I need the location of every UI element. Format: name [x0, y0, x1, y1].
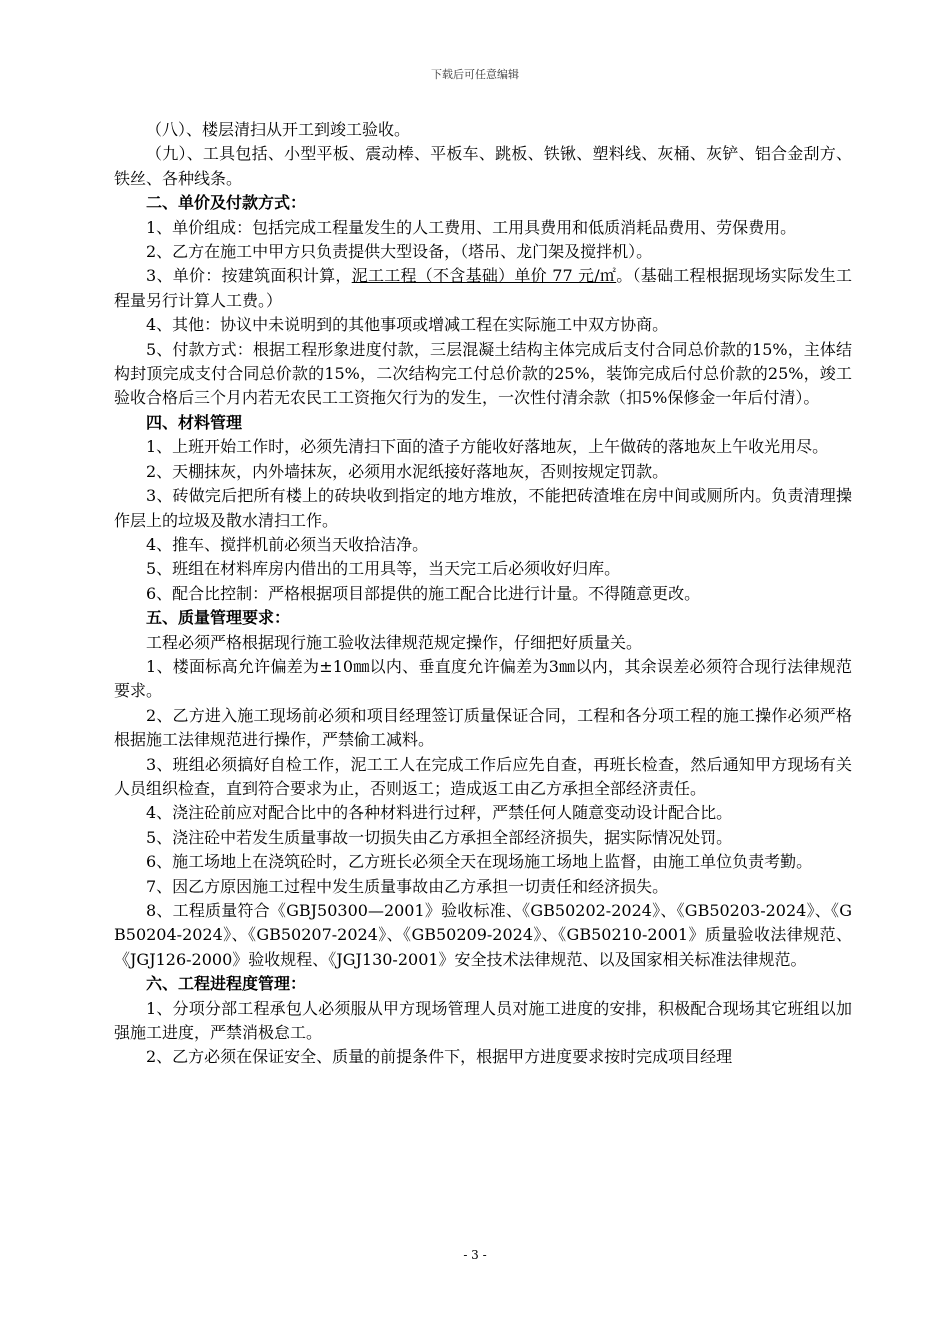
price-text-before: 3、单价：按建筑面积计算， — [146, 266, 352, 286]
paragraph: 5、班组在材料库房内借出的工用具等，当天完工后必须收好归库。 — [146, 559, 621, 579]
paragraph: 1、楼面标高允许偏差为±10㎜以内、垂直度允许偏差为3㎜以内，其余误差必须符合现行法律规范要求。 — [114, 656, 852, 701]
page-number: - 3 - — [463, 1248, 487, 1262]
paragraph: 2、乙方必须在保证安全、质量的前提条件下，根据甲方进度要求按时完成项目经理 — [146, 1047, 733, 1067]
paragraph: 7、因乙方原因施工过程中发生质量事故由乙方承担一切责任和经济损失。 — [146, 876, 669, 896]
paragraph: 8、工程质量符合《GBJ50300—2001》验收标准、《GB50202-2024》、《GB50203-2024》、《GB50204-2024》、《GB50207-2024》、《GB50209-2024》、《GB50210-2001》质量验收法律规范、《JGJ126-2000》验收规程、《JGJ130-2001》安全技术法律规范、以及国家相关标准法律规范。 — [114, 901, 852, 969]
paragraph — [114, 264, 852, 313]
paragraph: 1、单价组成：包括完成工程量发生的人工费用、工用具费用和低质消耗品费用、劳保费用。 — [146, 217, 797, 237]
paragraph: 工程必须严格根据现行施工验收法律规范规定操作，仔细把好质量关。 — [146, 632, 643, 652]
paragraph: 3、砖做完后把所有楼上的砖块收到指定的地方堆放，不能把砖渣堆在房中间或厕所内。负责清理操作层上的垃圾及散水清扫工作。 — [114, 486, 852, 530]
paragraph: 1、分项分部工程承包人必须服从甲方现场管理人员对施工进度的安排，积极配合现场其它班组以加强施工进度，严禁消极怠工。 — [114, 998, 852, 1043]
paragraph: 2、天棚抹灰，内外墙抹灰，必须用水泥纸接好落地灰，否则按规定罚款。 — [146, 461, 669, 481]
unit-price-underlined: 泥工工程（不含基础）单价 77 元/㎡ — [351, 266, 617, 286]
paragraph: （八）、楼层清扫从开工到竣工验收。 — [146, 120, 411, 139]
document-body — [114, 118, 852, 1070]
page-header: 下载后可任意编辑 — [431, 68, 519, 81]
paragraph: 2、乙方在施工中甲方只负责提供大型设备，（塔吊、龙门架及搅拌机）。 — [146, 242, 653, 262]
section-heading: 五、质量管理要求： — [146, 608, 291, 628]
paragraph: 5、付款方式：根据工程形象进度付款，三层混凝土结构主体完成后支付合同总价款的15%，主体结构封顶完成支付合同总价款的15%，二次结构完工付总价款的25%，装饰完成后付总价款的25%，竣工验收合格后三个月内若无农民工工资拖欠行为的发生，一次性付清余款（扣5%保修金一年后付清）。 — [114, 339, 852, 408]
paragraph: 4、推车、搅拌机前必须当天收拾洁净。 — [146, 534, 429, 554]
price-text-after: 。（基础工程根据现场实际发生工程量另行计算人工费。） — [114, 266, 852, 310]
section-heading: 四、材料管理 — [146, 412, 243, 432]
paragraph: 4、其他：协议中未说明到的其他事项或增减工程在实际施工中双方协商。 — [146, 315, 669, 335]
section-heading: 二、单价及付款方式： — [146, 193, 307, 213]
section-heading: 六、工程进程度管理： — [146, 974, 307, 994]
paragraph: 1、上班开始工作时，必须先清扫下面的渣子方能收好落地灰，上午做砖的落地灰上午收光用尽。 — [146, 437, 829, 457]
paragraph: 2、乙方进入施工现场前必须和项目经理签订质量保证合同，工程和各分项工程的施工操作必须严格根据施工法律规范进行操作，严禁偷工减料。 — [114, 705, 852, 750]
paragraph: 6、配合比控制：严格根据项目部提供的施工配合比进行计量。不得随意更改。 — [146, 583, 701, 603]
paragraph: 6、施工场地上在浇筑砼时，乙方班长必须全天在现场施工场地上监督，由施工单位负责考勤。 — [146, 852, 813, 872]
paragraph: 5、浇注砼中若发生质量事故一切损失由乙方承担全部经济损失，据实际情况处罚。 — [146, 827, 733, 847]
paragraph: 4、浇注砼前应对配合比中的各种材料进行过秤，严禁任何人随意变动设计配合比。 — [146, 803, 733, 823]
paragraph: 3、班组必须搞好自检工作，泥工工人在完成工作后应先自查，再班长检查，然后通知甲方现场有关人员组织检查，直到符合要求为止，否则返工；造成返工由乙方承担全部经济责任。 — [114, 754, 852, 798]
paragraph: （九）、工具包括、小型平板、震动棒、平板车、跳板、铁锹、塑料线、灰桶、灰铲、铝合金刮方、铁丝、各种线条。 — [114, 144, 852, 188]
